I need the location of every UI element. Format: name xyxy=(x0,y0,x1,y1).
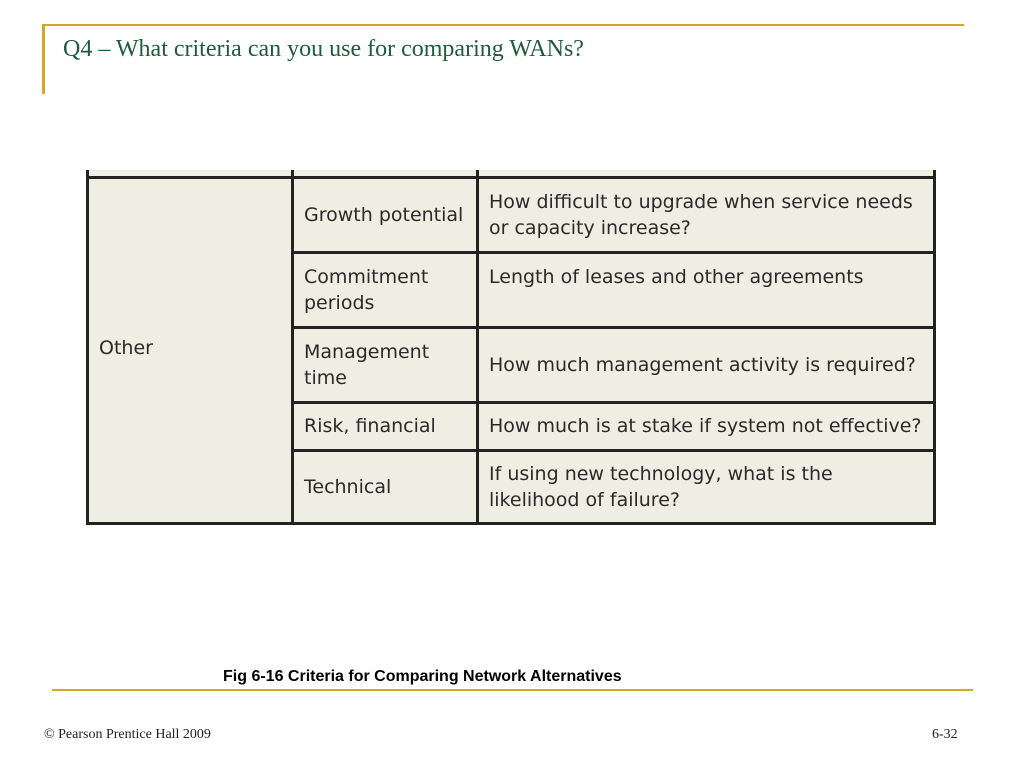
description-cell: How difficult to upgrade when service needs or capacity increase? xyxy=(478,178,935,253)
table-cell-cut xyxy=(478,170,935,178)
title-accent-rule xyxy=(42,24,964,26)
criterion-cell: Growth potential xyxy=(293,178,478,253)
criterion-cell: Management time xyxy=(293,328,478,403)
description-cell: How much is at stake if system not effective? xyxy=(478,403,935,451)
criterion-cell: Risk, financial xyxy=(293,403,478,451)
slide-title: Q4 – What criteria can you use for comparing WANs? xyxy=(63,36,584,62)
description-cell: If using new technology, what is the likelihood of failure? xyxy=(478,451,935,524)
criterion-cell: Technical xyxy=(293,451,478,524)
description-cell: How much management activity is required? xyxy=(478,328,935,403)
criteria-table xyxy=(86,170,936,525)
copyright-text: © Pearson Prentice Hall 2009 xyxy=(44,727,211,742)
category-cell: Other xyxy=(88,178,293,524)
table-cell-cut xyxy=(293,170,478,178)
table-row xyxy=(88,178,935,253)
figure-caption: Fig 6-16 Criteria for Comparing Network Alternatives xyxy=(223,668,622,685)
table-cell-cut xyxy=(88,170,293,178)
description-cell: Length of leases and other agreements xyxy=(478,253,935,328)
footer-rule xyxy=(52,689,973,691)
criterion-cell: Commitment periods xyxy=(293,253,478,328)
table-row-cut xyxy=(88,170,935,178)
page-number: 6-32 xyxy=(932,727,958,742)
title-accent-bar xyxy=(42,24,45,94)
